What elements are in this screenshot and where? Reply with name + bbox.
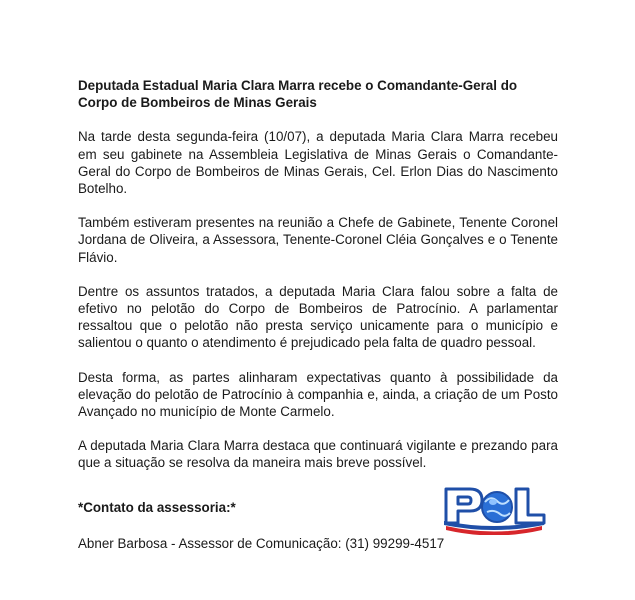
article bbox=[78, 77, 558, 489]
paragraph-1: Na tarde desta segunda-feira (10/07), a deputada Maria Clara Marra recebeu em seu gabinete na Assembleia Legislativa de Minas Gerais o Comandante-Geral do Corpo de Bombeiros de Minas Gerais, Cel. Erlon Dias do Nascimento Botelho. bbox=[78, 129, 558, 197]
paragraph-4: Desta forma, as partes alinharam expectativas quanto à possibilidade da elevação do pelotão de Patrocínio à companhia e, ainda, a criação de um Posto Avançado no município de Monte Carmelo. bbox=[78, 369, 558, 420]
paragraph-3: Dentre os assuntos tratados, a deputada Maria Clara falou sobre a falta de efetivo no pelotão do Corpo de Bombeiros de Patrocínio. A parlamentar ressaltou que o pelotão não presta serviço unicamente para o município e salientou o quanto o atendimento é prejudicado pela falta de quadro pessoal. bbox=[78, 283, 558, 351]
paragraph-2: Também estiveram presentes na reunião a Chefe de Gabinete, Tenente Coronel Jordana de Oliveira, a Assessora, Tenente-Coronel Cléia Gonçalves e o Tenente Flávio. bbox=[78, 215, 558, 265]
contact-line: Abner Barbosa - Assessor de Comunicação: (31) 99299-4517 bbox=[78, 536, 445, 551]
contact-label: *Contato da assessoria:* bbox=[78, 500, 236, 515]
article-title: Deputada Estadual Maria Clara Marra recebe o Comandante-Geral do Corpo de Bombeiros de Minas Gerais bbox=[78, 78, 518, 111]
pol-logo bbox=[440, 485, 548, 535]
paragraph-5: A deputada Maria Clara Marra destaca que continuará vigilante e prezando para que a situação se resolva da maneira mais breve possível. bbox=[78, 438, 558, 471]
